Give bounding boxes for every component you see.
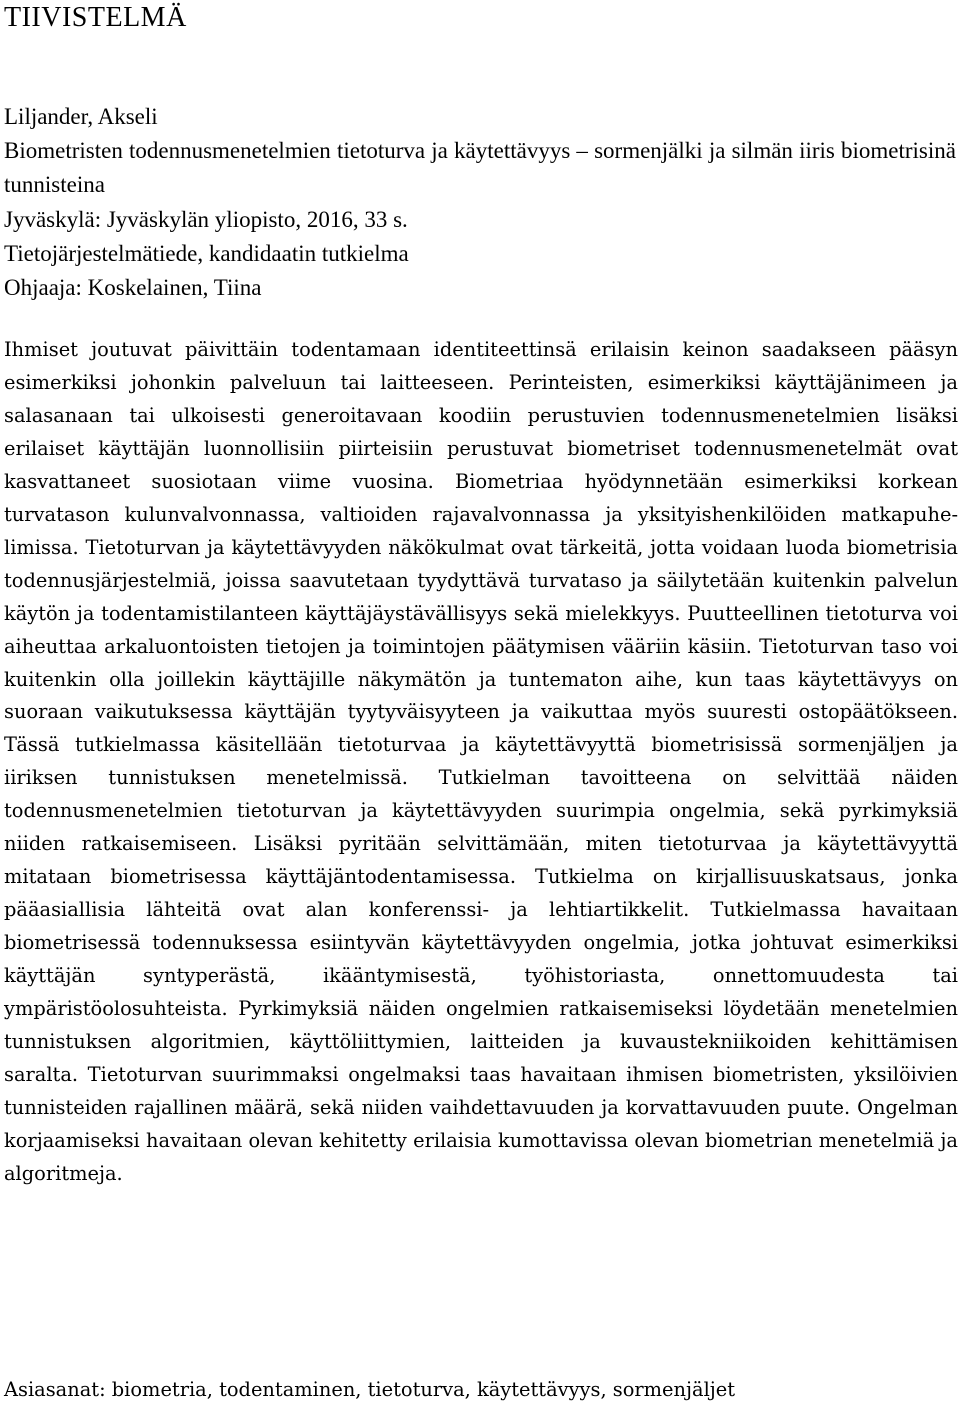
- degree-info: Tietojärjestelmätiede, kandidaatin tutkielma: [4, 240, 409, 266]
- page-heading: TIIVISTELMÄ: [4, 2, 187, 33]
- keywords-line: Asiasanat: biometria, todentaminen, tietoturva, käytettävyys, sormenjäljet: [4, 1378, 736, 1401]
- abstract-text: Ihmiset joutuvat päivittäin todentamaan identiteettinsä erilaisin keinon saadakseen pääsyn esimerkiksi johonkin palveluun tai laitteeseen. Perinteisten, esimerkiksi käyttäjänimeen ja salasanaan tai ulkoisesti generoitavaan koodiin perustuvien todennusmenetelmien lisäksi erilaiset käyttäjän luonnollisiin piirteisiin perustuvat biometriset todennusmenetelmät ovat kasvattaneet suosiotaan viime vuosina. Biometriaa hyödynnetään esimerkiksi korkean turvatason kulunvalvonnassa, valtioiden rajavalvonnassa ja yksityishenkilöiden matkapuhelimissa. Tietoturvan ja käytettävyyden näkökulmat ovat tärkeitä, jotta voidaan luoda biometrisia todennusjärjestelmiä, joissa saavutetaan tyydyttävä turvataso ja säilytetään kuitenkin palvelun käytön ja todentamistilanteen käyttäjäystävällisyys sekä mielekkyys. Puutteellinen tietoturva voi aiheuttaa arkaluontoisten tietojen ja toimintojen päätymisen vääriin käsiin. Tietoturvan taso voi kuitenkin olla joillekin käyttäjille näkymätön ja tuntematon aihe, kun taas käytettävyys on suoraan vaikutuksessa käyttäjän tyytyväisyyteen ja vaikuttaa myös suuresti ostopäätökseen. Tässä tutkielmassa käsitellään tietoturvaa ja käytettävyyttä biometrisissä sormenjäljen ja iiriksen tunnistuksen menetelmissä. Tutkielman tavoitteena on selvittää näiden todennusmenetelmien tietoturvan ja käytettävyyden suurimpia ongelmia, sekä pyrkimyksiä niiden ratkaisemiseen. Lisäksi pyritään selvittämään, miten tietoturvaa ja käytettävyyttä mitataan biometrisessa käyttäjäntodentamisessa. Tutkielma on kirjallisuuskatsaus, jonka pääasiallisia lähteitä ovat alan konferenssi- ja lehtiartikkelit. Tutkielmassa havaitaan biometrisessä todennuksessa esiintyvän käytettävyyden ongelmia, jotka johtuvat esimerkiksi käyttäjän syntyperästä, ikääntymisestä, työhistoriasta, onnettomuudesta tai ympäristöolosuhteista. Pyrkimyksiä näiden ongelmien ratkaisemiseksi löydetään menetelmien tunnistuksen algoritmien, käyttöliittymien, laitteiden ja kuvaustekniikoiden kehittämisen saralta. Tietoturvan suurimmaksi ongelmaksi taas havaitaan ihmisen biometristen, yksilöivien tunnisteiden rajallinen määrä, sekä niiden vaihdettavuuden ja korvattavuuden puute. Ongelman korjaamiseksi havaitaan olevan kehitetty erilaisia kumottavissa olevan biometrian menetelmiä ja algoritmeja.: [4, 338, 958, 1185]
- author-name: Liljander, Akseli: [4, 104, 158, 129]
- document-page: [4, 0, 956, 1410]
- supervisor-info: Ohjaaja: Koskelainen, Tiina: [4, 275, 262, 301]
- thesis-title: Biometristen todennusmenetelmien tietoturva ja käytettävyys – sormenjälki ja silmän iiris biometrisinä tunnisteina: [4, 138, 956, 198]
- publication-info: Jyväskylä: Jyväskylän yliopisto, 2016, 33 s.: [4, 206, 408, 232]
- bibliographic-info: [4, 100, 956, 305]
